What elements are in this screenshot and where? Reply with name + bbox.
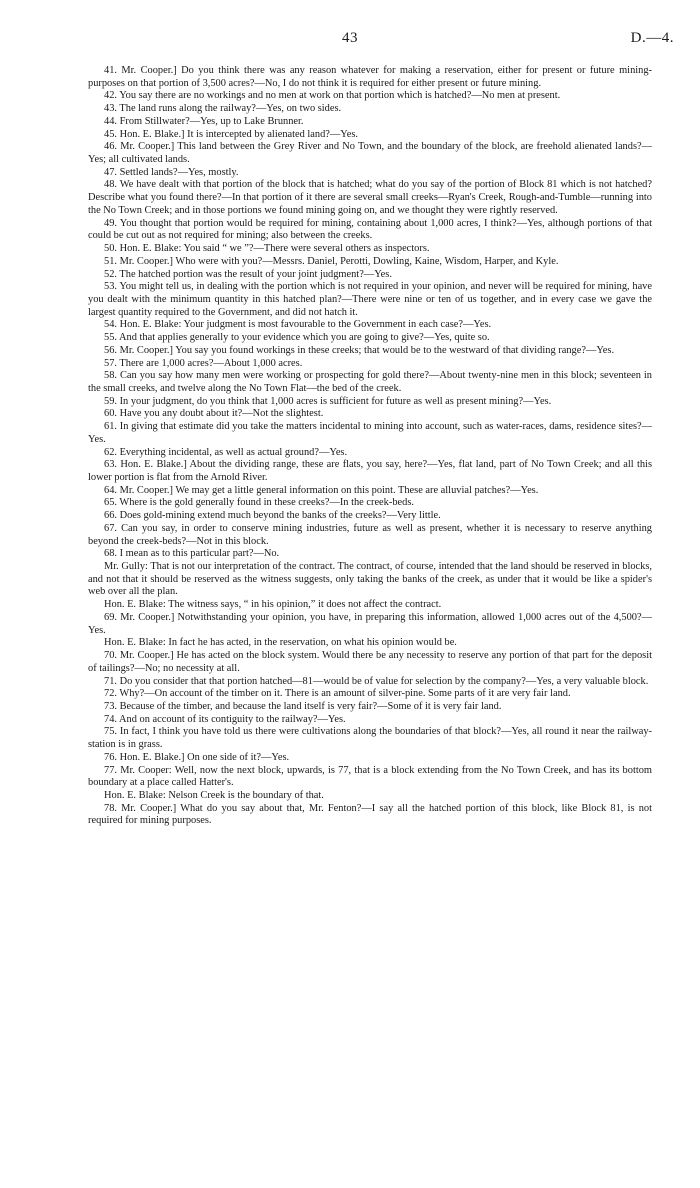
paragraph: 76. Hon. E. Blake.] On one side of it?—Yes. [104,751,290,763]
paragraph: 60. Have you any doubt about it?—Not the slightest. [104,408,324,420]
paragraph: 59. In your judgment, do you think that 1,000 acres is sufficient for future as well as present mining?—Yes. [104,395,552,407]
paragraph: 42. You say there are no workings and no men at work on that portion which is hatched?—No men at present. [104,90,561,102]
paragraph: 70. Mr. Cooper.] He has acted on the block system. Would there be any necessity to reserve any portion of that part for the deposit of tailings?—No; no necessity at all. [88,650,652,674]
paragraph: 50. Hon. E. Blake: You said “ we ”?—There were several others as inspectors. [104,243,430,255]
paragraph: 47. Settled lands?—Yes, mostly. [104,166,239,178]
paragraph: Hon. E. Blake: The witness says, “ in his opinion,” it does not affect the contract. [104,599,442,611]
paragraph: 48. We have dealt with that portion of the block that is hatched; what do you say of the portion of Block 81 which is not hatched? Describe what you found there?—In that portion of it there are several small creeks—Ryan's Creek, Rough-and-Tumble—running into the No Town Creek; and in those portions we found mining going on, and we thought they were rightly reserved. [88,179,652,216]
paragraph: 64. Mr. Cooper.] We may get a little general information on this point. These are alluvial patches?—Yes. [104,484,539,496]
paragraph: Hon. E. Blake: Nelson Creek is the boundary of that. [104,789,324,801]
paragraph: 71. Do you consider that that portion hatched—81—would be of value for selection by the company?—Yes, a very valuable block. [104,675,649,687]
paragraph: 75. In fact, I think you have told us there were cultivations along the boundaries of that block?—Yes, all round it near the railway-station is in grass. [88,726,652,751]
paragraph: 62. Everything incidental, as well as actual ground?—Yes. [104,446,348,458]
paragraph: 46. Mr. Cooper.] This land between the Grey River and No Town, and the boundary of the block, are freehold alienated lands?—Yes; all cultivated lands. [88,141,652,166]
paragraph: 57. There are 1,000 acres?—About 1,000 acres. [104,357,303,369]
paragraph: 63. Hon. E. Blake.] About the dividing range, these are flats, you say, here?—Yes, flat land, part of No Town Creek; and all this lower portion is flat from the Arnold River. [88,459,652,483]
paragraph: 68. I mean as to this particular part?—No. [104,548,280,560]
document-reference: D.—4. [630,30,674,46]
paragraph: 73. Because of the timber, and because the land itself is very fair?—Some of it is very fair land. [104,700,502,712]
paragraph: 43. The land runs along the railway?—Yes, on two sides. [104,103,342,115]
paragraph: 56. Mr. Cooper.] You say you found workings in these creeks; that would be to the westward of that dividing range?—Yes. [104,344,615,356]
paragraph: 45. Hon. E. Blake.] It is intercepted by alienated land?—Yes. [104,128,359,140]
paragraph: 67. Can you say, in order to conserve mining industries, future as well as present, whether it is necessary to reserve anything beyond the creek-beds?—Not in this block. [88,522,652,547]
evidence-text [88,65,652,828]
paragraph: 69. Mr. Cooper.] Notwithstanding your opinion, you have, in preparing this information, allowed 1,000 acres out of the 4,500?—Yes. [88,611,652,636]
paragraph: 78. Mr. Cooper.] What do you say about that, Mr. Fenton?—I say all the hatched portion of this block, like Block 81, is not required for mining purposes. [88,802,652,827]
paragraph: 55. And that applies generally to your evidence which you are going to give?—Yes, quite so. [104,332,490,344]
paragraph: Hon. E. Blake: In fact he has acted, in the reservation, on what his opinion would be. [104,637,457,649]
paragraph: 53. You might tell us, in dealing with the portion which is not required in your opinion, and never will be required for mining, have you dealt with the minimum quantity in this hatched plan?—There were nine or ten of us together, and in every case we gave the largest quantity required to the Government, and did not hatch it. [88,281,652,318]
paragraph: 74. And on account of its contiguity to the railway?—Yes. [104,713,346,725]
page-number: 43 [342,30,358,46]
paragraph: 49. You thought that portion would be required for mining, containing about 1,000 acres, I think?—Yes, although portions of that could be cut out as not required for mining; also between the creeks. [88,217,652,242]
paragraph: 41. Mr. Cooper.] Do you think there was any reason whatever for making a reservation, either for present or future mining-purposes on that portion of 3,500 acres?—No, I do not think it is required for either present or future mining. [88,65,652,89]
paragraph: 52. The hatched portion was the result of your joint judgment?—Yes. [104,268,392,280]
paragraph: 44. From Stillwater?—Yes, up to Lake Brunner. [104,115,304,127]
paragraph: 65. Where is the gold generally found in these creeks?—In the creek-beds. [104,497,414,509]
paragraph: 72. Why?—On account of the timber on it. There is an amount of silver-pine. Some parts of it are very fair land. [104,688,571,700]
paragraph: Mr. Gully: That is not our interpretation of the contract. The contract, of course, intended that the land should be reserved in blocks, and not that it should be reserved as the witness suggests, only taking the banks of the creek, as under that it would be like a spider's web over all the plan. [88,561,652,598]
paragraph: 66. Does gold-mining extend much beyond the banks of the creeks?—Very little. [104,510,441,522]
paragraph: 51. Mr. Cooper.] Who were with you?—Messrs. Daniel, Perotti, Dowling, Kaine, Wisdom, Harper, and Kyle. [104,255,559,267]
paragraph: 77. Mr. Cooper: Well, now the next block, upwards, is 77, that is a block extending from the No Town Creek, and has its bottom boundary at a place called Hatter's. [88,764,652,789]
paragraph: 61. In giving that estimate did you take the matters incidental to mining into account, such as water-races, dams, residence sites?—Yes. [88,421,652,445]
paragraph: 54. Hon. E. Blake: Your judgment is most favourable to the Government in each case?—Yes. [104,319,492,331]
paragraph: 58. Can you say how many men were working or prospecting for gold there?—About twenty-nine men in this block; seventeen in the small creeks, and twelve along the No Town Flat—the bed of the creek. [88,370,652,394]
